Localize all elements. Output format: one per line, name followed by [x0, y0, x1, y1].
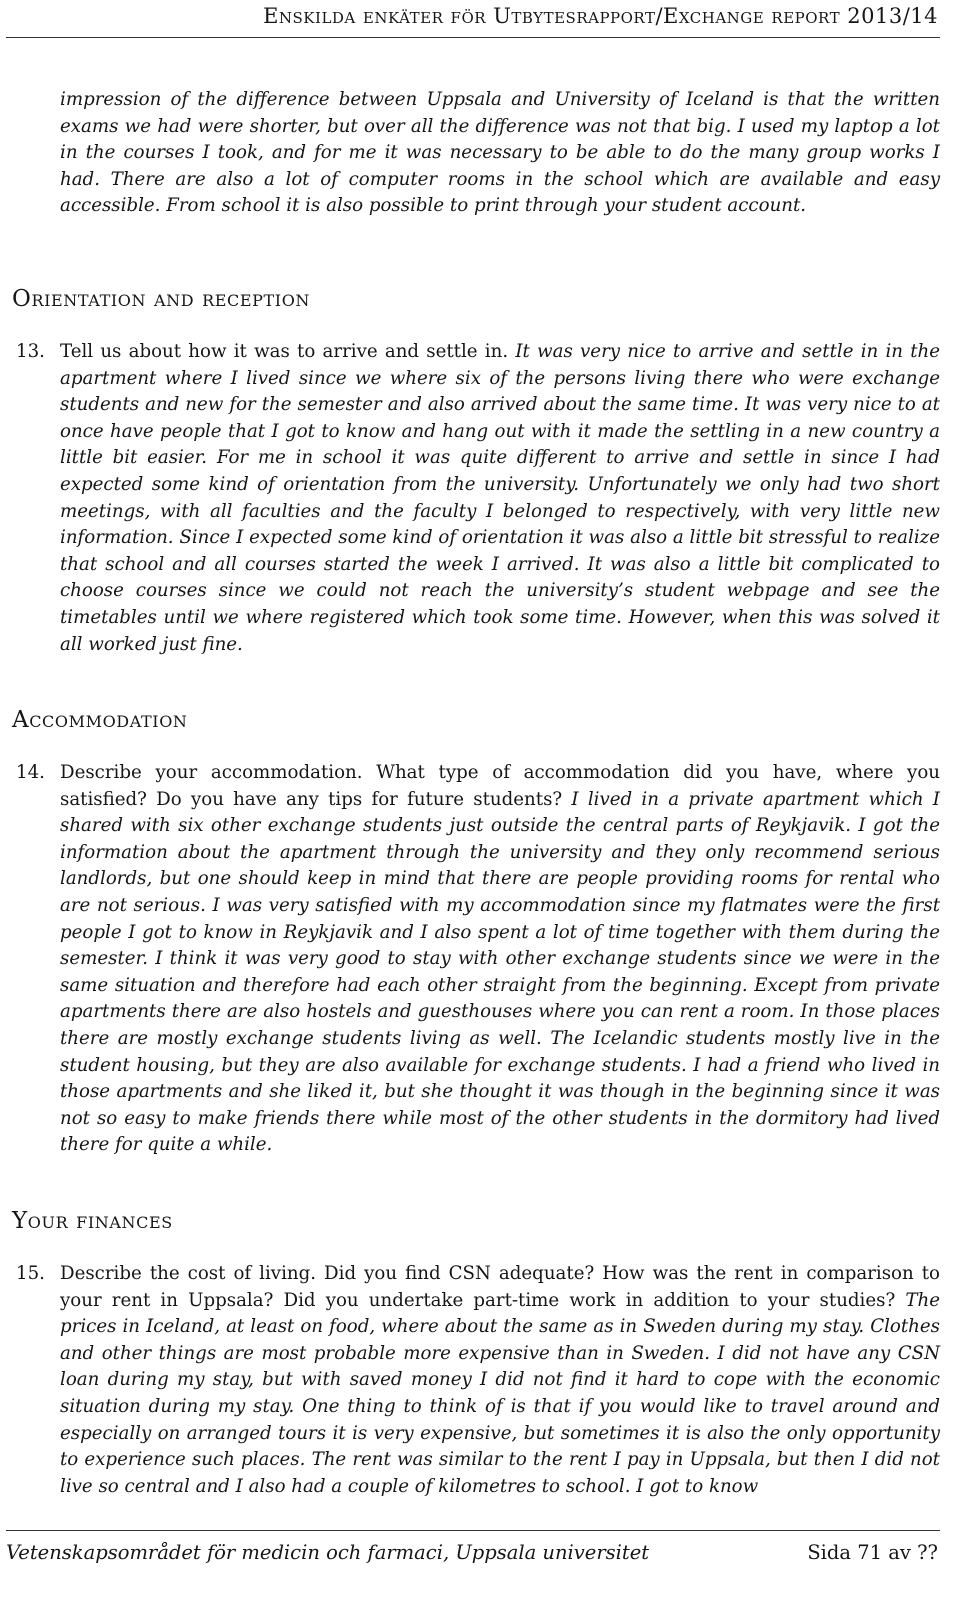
footer-institution: Vetenskapsområdet för medicin och farmaci, Uppsala universitet [6, 1541, 650, 1564]
question-answer-15 [60, 1261, 940, 1500]
answer-text: The prices in Iceland, at least on food, where about the same as in Sweden during my stay. Clothes and other things are most probable more expensive than in Sweden. I did not have any CSN loan during my stay, but with saved money I did not find it hard to cope with the economic situation during my stay. One thing to think of is that if you would like to travel around and especially on arranged tours it is very expensive, but sometimes it is also the only opportunity to experience such places. The rent was similar to the rent I pay in Uppsala, but then I did not live so central and I also had a couple of kilometres to school. I got to know [60, 1289, 940, 1497]
question-text: Describe the cost of living. Did you find CSN adequate? How was the rent in comparison to your rent in Uppsala? Did you undertake part-time work in addition to your studies? [60, 1263, 940, 1311]
intro-paragraph: impression of the difference between Uppsala and University of Iceland is that the written exams we had were shorter, but over all the difference was not that big. I used my laptop a lot in the courses I took, and for me it was necessary to be able to do the many group works I had. There are also a lot of computer rooms in the school which are available and easy accessible. From school it is also possible to print through your student account. [60, 89, 940, 217]
footer-page-number: Sida 71 av ?? [807, 1541, 938, 1564]
answer-text: It was very nice to arrive and settle in in the apartment where I lived since we where six of the persons living there who were exchange students and new for the semester and also arrived about the same time. It was very nice to at once have people that I got to know and hang out with it made the settling in a new country a little bit easier. For me in school it was quite different to arrive and settle in since I had expected some kind of orientation from the university. Unfortunately we only had two short meetings, with all faculties and the faculty I belonged to respectively, with very little new information. Since I expected some kind of orientation it was also a little bit stressful to realize that school and all courses started the week I arrived. It was also a little bit complicated to choose courses since we could not reach the university’s student webpage and see the timetables until we where registered which took some time. However, when this was solved it all worked just fine. [60, 341, 940, 655]
header-title: Enskilda enkäter för Utbytesrapport/Exchange report 2013/14 [263, 4, 938, 28]
section-heading-finances: Your finances [12, 1208, 173, 1234]
question-answer-14 [60, 760, 940, 1159]
question-answer-13 [60, 339, 940, 658]
question-number: 13. [16, 341, 45, 362]
answer-text: I lived in a private apartment which I shared with six other exchange students just outside the central parts of Reykjavik. I got the information about the apartment through the university and they only recommend serious landlords, but one should keep in mind that there are people providing rooms for rental who are not serious. I was very satisfied with my accommodation since my flatmates were the first people I got to know in Reykjavik and I also spent a lot of time together with them during the semester. I think it was very good to stay with other exchange students since we were in the same situation and therefore had each other straight from the beginning. Except from private apartments there are also hostels and guesthouses where you can rent a room. In those places there are mostly exchange students living as well. The Icelandic students mostly live in the student housing, but they are also available for exchange students. I had a friend who lived in those apartments and she liked it, but she thought it was though in the beginning since it was not so easy to make friends there while most of the other students in the dormitory had lived there for quite a while. [60, 788, 940, 1156]
section-heading-accommodation: Accommodation [12, 707, 188, 733]
question-text: Describe your accommodation. What type of accommodation did you have, where you satisfied? Do you have any tips for future students? [60, 762, 940, 810]
question-text: Tell us about how it was to arrive and settle in. [60, 341, 509, 362]
footer-rule [6, 1530, 940, 1531]
question-number: 14. [16, 762, 45, 783]
section-heading-orientation: Orientation and reception [12, 286, 311, 312]
question-number: 15. [16, 1263, 45, 1284]
header-rule [6, 37, 940, 38]
